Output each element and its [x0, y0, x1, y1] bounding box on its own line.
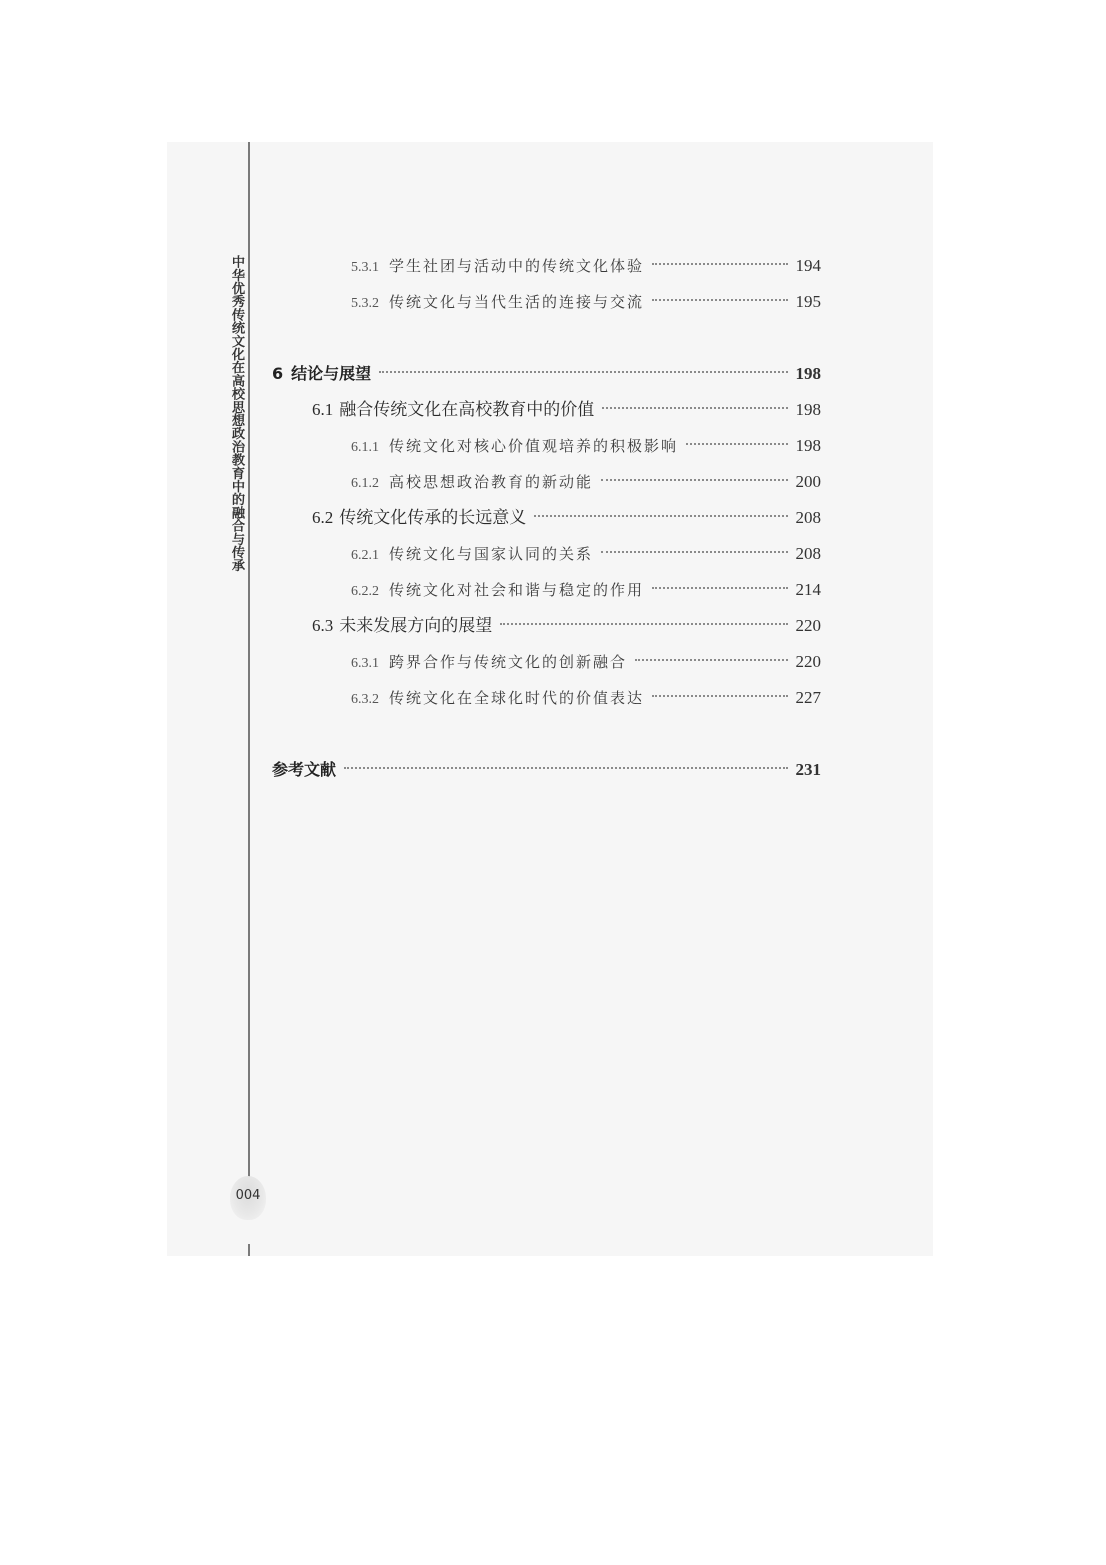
toc-entry-page: 200: [795, 472, 821, 491]
toc-entry-number: 6.2.1: [351, 548, 379, 563]
toc-entry-number: 6.1.1: [351, 440, 379, 455]
toc-entry-title: 融合传统文化在高校教育中的价值: [339, 400, 595, 420]
toc-section-entry[interactable]: [312, 396, 821, 424]
dot-leader: [601, 479, 787, 481]
toc-entry-title: 学生社团与活动中的传统文化体验: [389, 257, 645, 275]
toc-entry-title: 传统文化与国家认同的关系: [389, 545, 594, 563]
toc-entry-number: 6: [272, 364, 284, 383]
toc-entry-number: 5.3.1: [351, 260, 379, 275]
dot-leader: [344, 767, 787, 769]
toc-entry-title: 结论与展望: [291, 364, 372, 383]
toc-entry-title: 传统文化传承的长远意义: [339, 508, 527, 528]
margin-rule: [248, 142, 250, 1182]
toc-entry-number: 6.3: [312, 616, 334, 635]
toc-entry[interactable]: [351, 468, 821, 496]
dot-leader: [652, 263, 787, 265]
dot-leader: [652, 299, 787, 301]
dot-leader: [601, 551, 787, 553]
toc-entry-page: 220: [795, 652, 821, 671]
toc-chapter-entry[interactable]: [272, 360, 821, 388]
toc-entry-page: 231: [795, 760, 821, 779]
toc-references-entry[interactable]: [272, 756, 821, 784]
toc-entry-page: 227: [795, 688, 821, 707]
toc-entry-title: 高校思想政治教育的新动能: [389, 473, 594, 491]
toc-entry-number: 6.3.1: [351, 656, 379, 671]
toc-entry-number: 6.1: [312, 400, 334, 419]
dot-leader: [686, 443, 787, 445]
dot-leader: [602, 407, 787, 409]
toc-entry-number: 6.3.2: [351, 692, 379, 707]
toc-entry-title: 传统文化与当代生活的连接与交流: [389, 293, 645, 311]
dot-leader: [652, 695, 787, 697]
toc-entry-page: 208: [795, 508, 821, 527]
dot-leader: [534, 515, 787, 517]
dot-leader: [635, 659, 787, 661]
toc-entry-number: 6.1.2: [351, 476, 379, 491]
toc-entry-page: 214: [795, 580, 821, 599]
dot-leader: [379, 371, 787, 373]
toc-entry-title: 传统文化在全球化时代的价值表达: [389, 689, 645, 707]
toc-entry-title: 传统文化对核心价值观培养的积极影响: [389, 437, 679, 455]
toc-entry-title: 跨界合作与传统文化的创新融合: [389, 653, 628, 671]
running-title: 中华优秀传统文化在高校思想政治教育中的融合与传承: [229, 255, 244, 572]
toc-entry[interactable]: [351, 648, 821, 676]
dot-leader: [652, 587, 787, 589]
toc-entry[interactable]: [351, 432, 821, 460]
toc-entry[interactable]: [351, 252, 821, 280]
toc-entry-number: 5.3.2: [351, 296, 379, 311]
toc-section-entry[interactable]: [312, 504, 821, 532]
toc-entry-page: 198: [795, 436, 821, 455]
margin-rule-bottom: [248, 1244, 250, 1256]
toc-entry-title: 未来发展方向的展望: [339, 616, 493, 636]
toc-entry-title: 参考文献: [272, 760, 337, 779]
toc-entry-page: 195: [795, 292, 821, 311]
toc-section-entry[interactable]: [312, 612, 821, 640]
toc-entry-number: 6.2: [312, 508, 334, 527]
toc-entry[interactable]: [351, 684, 821, 712]
dot-leader: [500, 623, 787, 625]
toc-entry-page: 194: [795, 256, 821, 275]
toc-entry-page: 208: [795, 544, 821, 563]
toc-entry-number: 6.2.2: [351, 584, 379, 599]
page-number: 004: [235, 1188, 261, 1203]
toc-entry-title: 传统文化对社会和谐与稳定的作用: [389, 581, 645, 599]
toc-entry-page: 220: [795, 616, 821, 635]
toc-entry[interactable]: [351, 576, 821, 604]
toc-entry-page: 198: [795, 364, 821, 383]
toc-entry-page: 198: [795, 400, 821, 419]
toc-entry[interactable]: [351, 288, 821, 316]
toc-entry[interactable]: [351, 540, 821, 568]
